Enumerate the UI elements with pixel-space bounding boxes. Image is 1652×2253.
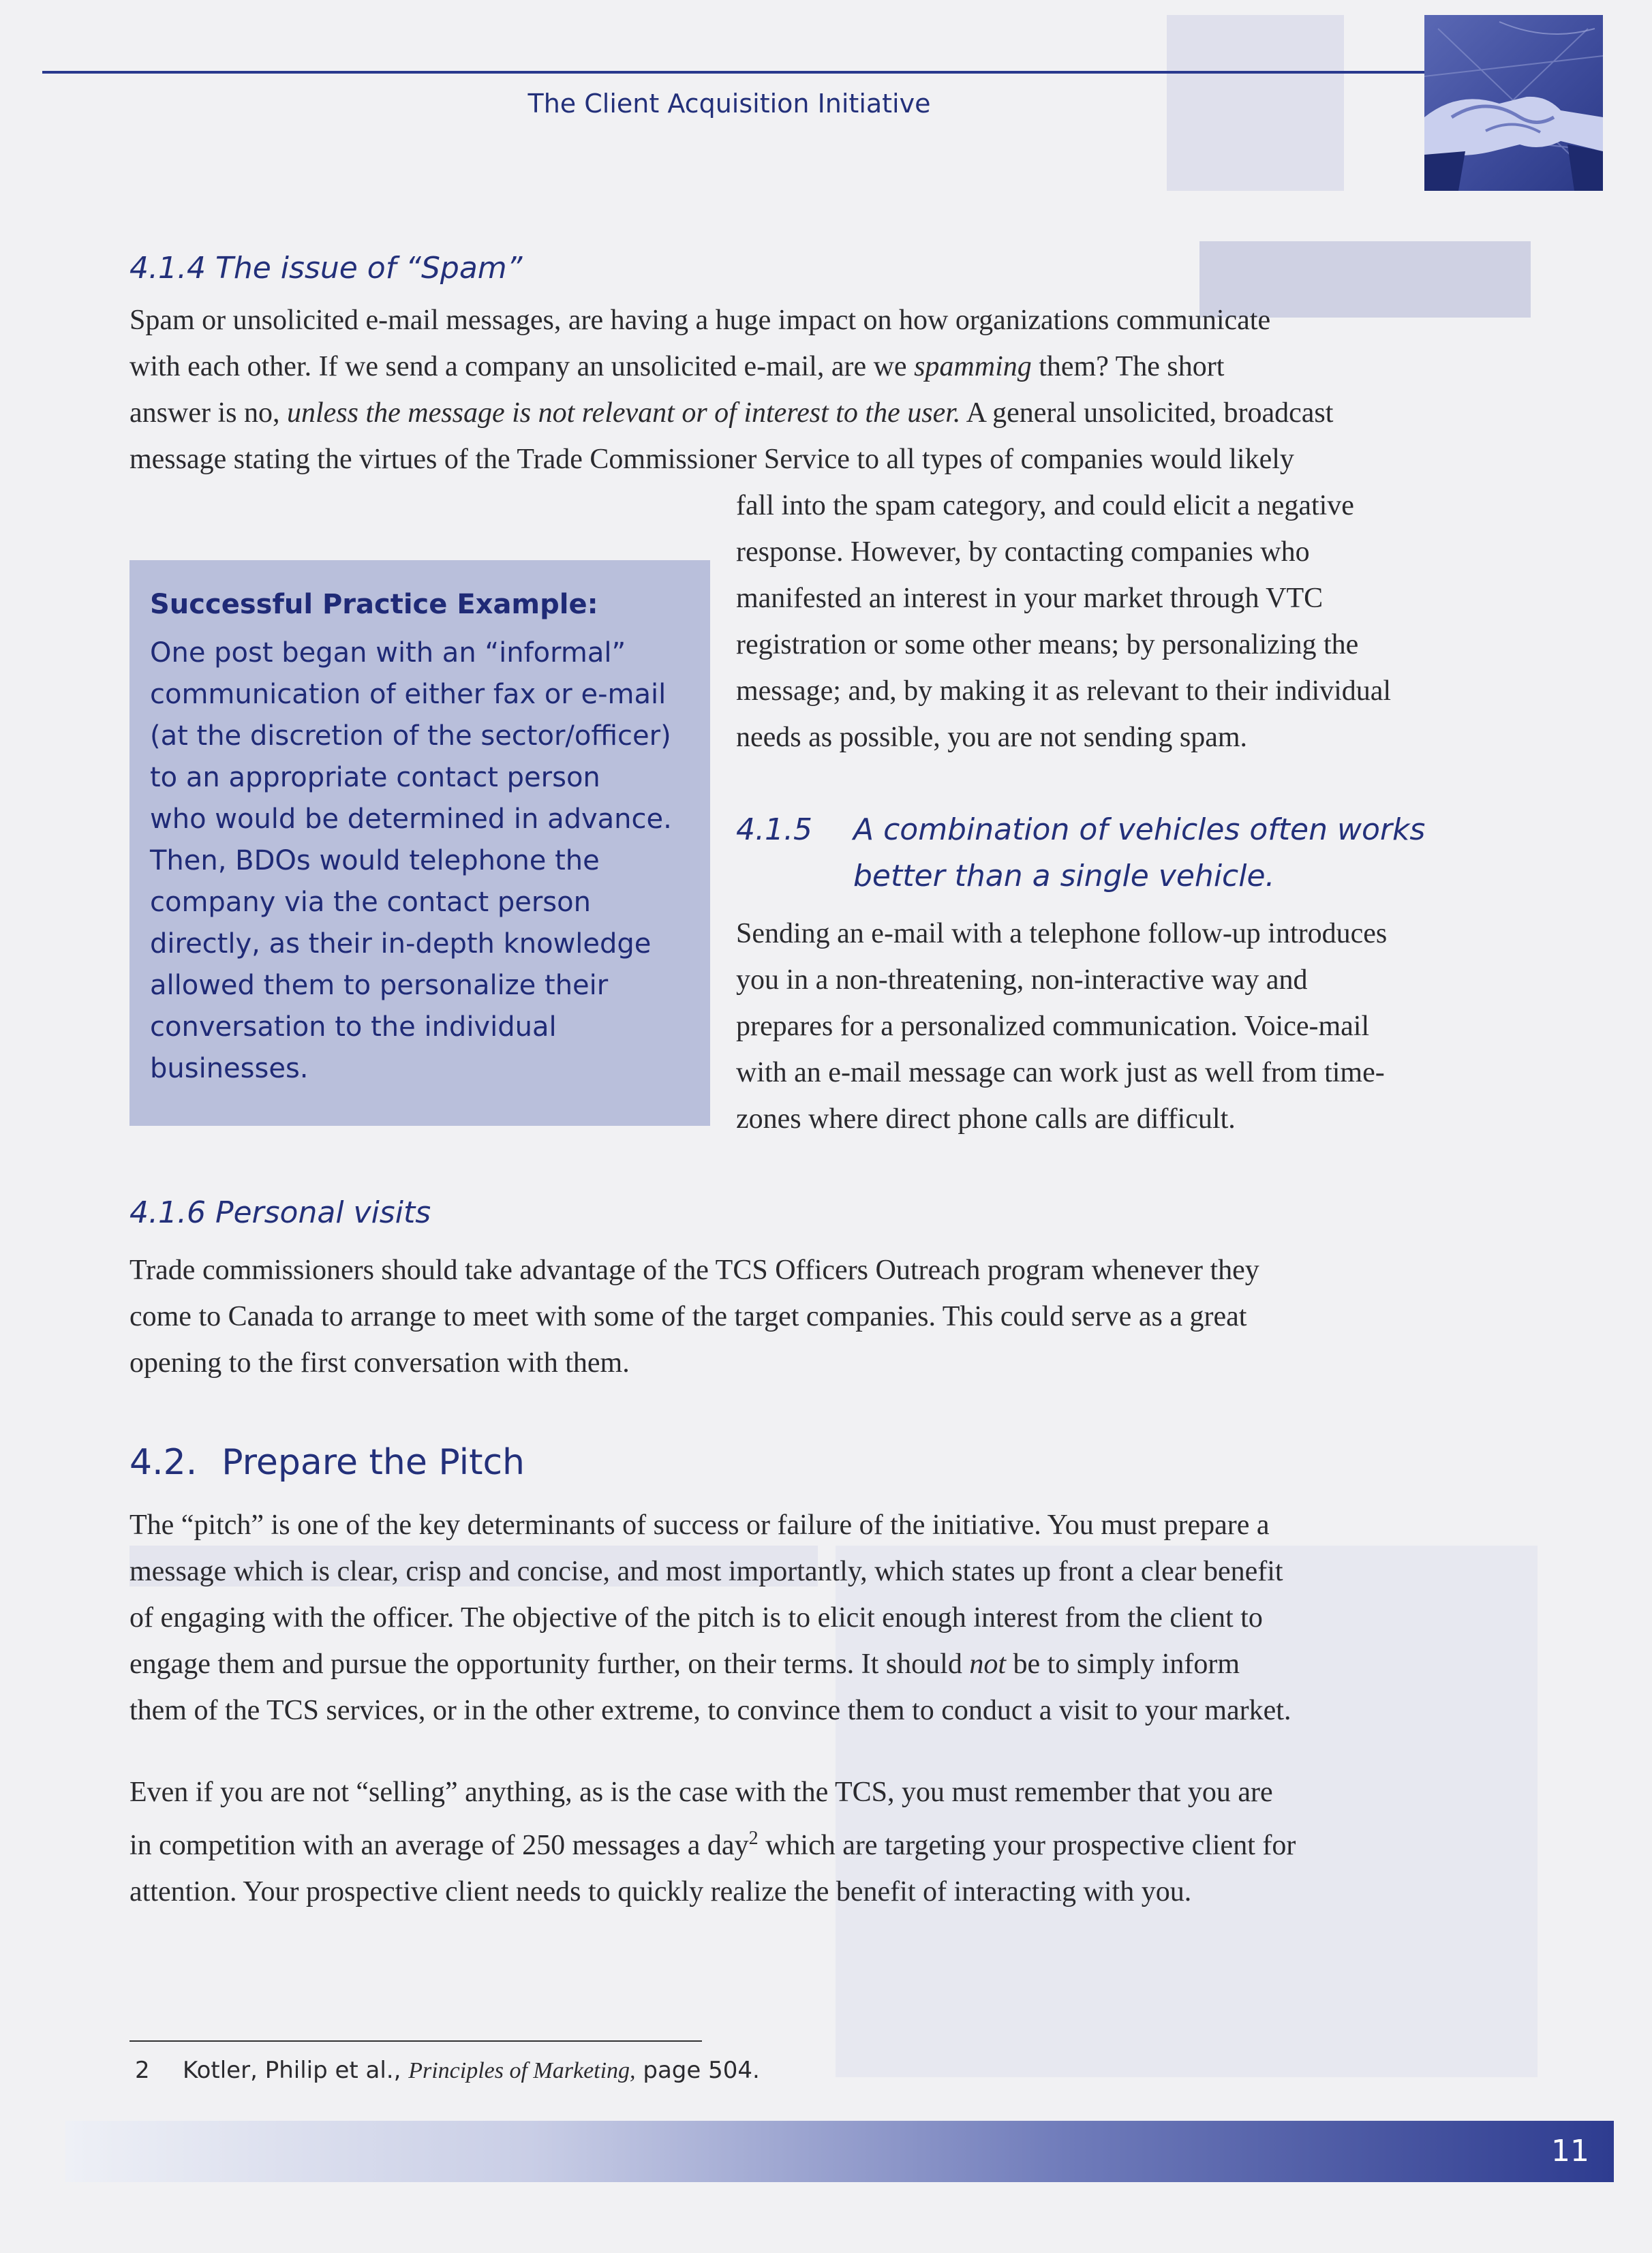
- section-number: 4.2.: [129, 1442, 198, 1483]
- section-heading-4-2: [129, 1442, 525, 1483]
- paragraph-line: fall into the spam category, and could elicit a negative: [736, 490, 1354, 521]
- paragraph-line: Spam or unsolicited e-mail messages, are having a huge impact on how organizations communicate: [129, 305, 1271, 336]
- callout-line: communication of either fax or e-mail: [150, 679, 667, 710]
- paragraph-line: manifested an interest in your market through VTC: [736, 583, 1324, 614]
- footer-gradient-bar: [65, 2121, 1614, 2182]
- callout-line: directly, as their in-depth knowledge: [150, 928, 652, 960]
- callout-line: company via the contact person: [150, 887, 591, 918]
- callout-line: businesses.: [150, 1053, 309, 1084]
- paragraph-line: Even if you are not “selling” anything, as is the case with the TCS, you must remember that you are: [129, 1777, 1273, 1808]
- header-rule: [42, 71, 1446, 74]
- footnote-number: 2: [135, 2057, 150, 2084]
- paragraph-line: prepares for a personalized communication. Voice-mail: [736, 1011, 1370, 1042]
- callout-title: Successful Practice Example:: [150, 589, 598, 620]
- callout-line: who would be determined in advance.: [150, 803, 672, 835]
- handshake-icon: [1424, 15, 1603, 191]
- successful-practice-callout: [129, 560, 710, 1126]
- callout-line: Then, BDOs would telephone the: [150, 845, 600, 876]
- spam-paragraph-wrapped: [736, 482, 1506, 761]
- paragraph-line: The “pitch” is one of the key determinants of success or failure of the initiative. You must prepare a: [129, 1509, 1270, 1541]
- section-heading-4-1-4: 4.1.4 The issue of “Spam”: [129, 251, 523, 286]
- callout-line: allowed them to personalize their: [150, 970, 609, 1001]
- page-number: 11: [1551, 2134, 1589, 2168]
- pitch-paragraph-1: [129, 1502, 1547, 1734]
- section-number: 4.1.5: [736, 812, 812, 847]
- footnote: 2 Kotler, Philip et al., Principles of Marketing, page 504.: [135, 2057, 760, 2084]
- callout-line: to an appropriate contact person: [150, 762, 600, 793]
- footnote-rule: [129, 2040, 702, 2042]
- heading-line: better than a single vehicle.: [853, 859, 1275, 893]
- paragraph-line: come to Canada to arrange to meet with some of the target companies. This could serve as a great: [129, 1301, 1247, 1332]
- paragraph-line: you in a non-threatening, non-interactive way and: [736, 964, 1308, 996]
- section-title: Prepare the Pitch: [221, 1442, 525, 1483]
- paragraph-line: opening to the first conversation with them.: [129, 1347, 630, 1379]
- paragraph-line: with each other. If we send a company an unsolicited e-mail, are we spamming them? The short: [129, 351, 1225, 382]
- paragraph-line: in competition with an average of 250 messages a day$^2$ which are targeting your prospective client for: [129, 1828, 1296, 1861]
- callout-body: [150, 632, 709, 1090]
- paragraph-line: them of the TCS services, or in the other extreme, to convince them to conduct a visit to your market.: [129, 1695, 1291, 1726]
- paragraph-line: answer is no, unless the message is not relevant or of interest to the user. A general unsolicited, broadcast: [129, 397, 1334, 429]
- combination-paragraph: [736, 910, 1506, 1142]
- paragraph-line: zones where direct phone calls are difficult.: [736, 1103, 1236, 1135]
- callout-line: conversation to the individual: [150, 1011, 557, 1043]
- paragraph-line: response. However, by contacting companies who: [736, 536, 1310, 568]
- paragraph-line: attention. Your prospective client needs to quickly realize the benefit of interacting with you.: [129, 1876, 1192, 1907]
- footnote-marker: 2: [748, 1828, 759, 1849]
- pitch-paragraph-2: [129, 1769, 1547, 1915]
- section-heading-4-1-5: [736, 807, 1520, 900]
- section-heading-4-1-6: 4.1.6 Personal visits: [129, 1195, 431, 1230]
- paragraph-line: message; and, by making it as relevant to their individual: [736, 675, 1392, 707]
- paragraph-line: needs as possible, you are not sending spam.: [736, 722, 1248, 753]
- callout-line: One post began with an “informal”: [150, 637, 626, 669]
- paragraph-line: with an e-mail message can work just as well from time-: [736, 1057, 1385, 1088]
- paragraph-line: Sending an e-mail with a telephone follow-up introduces: [736, 918, 1388, 949]
- paragraph-line: engage them and pursue the opportunity further, on their terms. It should not be to simply inform: [129, 1649, 1240, 1680]
- paragraph-line: of engaging with the officer. The objective of the pitch is to elicit enough interest from the client to: [129, 1602, 1263, 1634]
- show-through-shape: [1167, 15, 1344, 191]
- running-header-title: The Client Acquisition Initiative: [527, 89, 931, 119]
- personal-visits-paragraph: [129, 1247, 1527, 1386]
- paragraph-line: Trade commissioners should take advantage of the TCS Officers Outreach program whenever they: [129, 1255, 1259, 1286]
- paragraph-line: message stating the virtues of the Trade Commissioner Service to all types of companies would likely: [129, 444, 1294, 475]
- paragraph-line: message which is clear, crisp and concise, and most importantly, which states up front a clear benefit: [129, 1556, 1283, 1587]
- paragraph-line: registration or some other means; by personalizing the: [736, 629, 1359, 660]
- heading-line: A combination of vehicles often works: [853, 812, 1426, 847]
- callout-line: (at the discretion of the sector/officer): [150, 720, 671, 752]
